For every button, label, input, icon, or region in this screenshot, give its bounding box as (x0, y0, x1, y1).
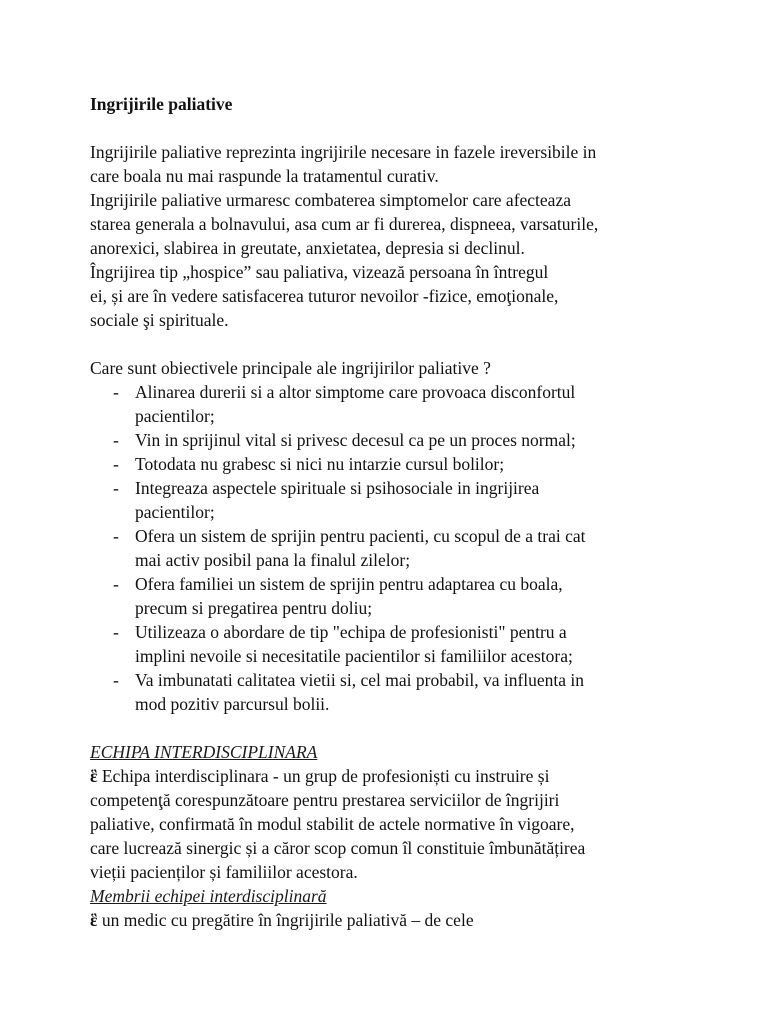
intro-line: Ingrijirile paliative urmaresc combaterea simptomelor care afecteaza (90, 190, 571, 210)
member-item (90, 908, 690, 932)
document-title: Ingrijirile paliative (90, 94, 233, 114)
list-item-line: mod pozitiv parcursul bolii. (135, 694, 330, 714)
list-item (90, 428, 690, 452)
list-item-line: Ofera familiei un sistem de sprijin pentru adaptarea cu boala, (135, 574, 563, 594)
list-item (90, 476, 690, 524)
dash-marker: - (113, 478, 119, 498)
team-description-line: vieții pacienților și familiilor acestora. (90, 862, 358, 882)
team-section-heading: ECHIPA INTERDISCIPLINARA (90, 742, 318, 762)
list-item-line: Ofera un sistem de sprijin pentru pacienti, cu scopul de a trai cat (135, 526, 586, 546)
list-item (90, 620, 690, 668)
team-description-line: competenţă corespunzătoare pentru prestarea serviciilor de îngrijiri (90, 790, 560, 810)
team-description-text: Echipa interdisciplinara - un grup de profesioniști cu instruire și (97, 766, 550, 786)
objectives-question: Care sunt obiectivele principale ale ingrijirilor paliative ? (90, 358, 491, 378)
bullet-icon: ἓ (90, 910, 98, 930)
dash-marker: - (113, 670, 119, 690)
dash-marker: - (113, 382, 119, 402)
team-description-line: care lucrează sinergic și a căror scop comun îl constituie îmbunătățirea (90, 838, 586, 858)
list-item (90, 572, 690, 620)
intro-line: sociale şi spirituale. (90, 310, 229, 330)
document-page (90, 92, 690, 932)
team-description (90, 764, 690, 884)
intro-line: ei, și are în vedere satisfacerea tuturor nevoilor -fizice, emoţionale, (90, 286, 559, 306)
intro-paragraph (90, 140, 690, 332)
list-item-line: pacientilor; (135, 406, 215, 426)
list-item-line: pacientilor; (135, 502, 215, 522)
intro-line: Îngrijirea tip „hospice” sau paliativa, vizează persoana în întregul (90, 262, 549, 282)
list-item-line: Va imbunatati calitatea vietii si, cel mai probabil, va influenta in (135, 670, 585, 690)
intro-line: anorexici, slabirea in greutate, anxietatea, depresia si declinul. (90, 238, 525, 258)
intro-line: starea generala a bolnavului, asa cum ar fi durerea, dispneea, varsaturile, (90, 214, 599, 234)
list-item (90, 668, 690, 716)
team-description-line: paliative, confirmată în modul stabilit de actele normative în vigoare, (90, 814, 575, 834)
list-item (90, 524, 690, 572)
members-list (90, 908, 690, 932)
intro-line: Ingrijirile paliative reprezinta ingrijirile necesare in fazele ireversibile in (90, 142, 597, 162)
list-item-line: mai activ posibil pana la finalul zilelor; (135, 550, 411, 570)
list-item-line: Totodata nu grabesc si nici nu intarzie cursul bolilor; (135, 454, 505, 474)
list-item-line: Utilizeaza o abordare de tip "echipa de profesionisti" pentru a (135, 622, 567, 642)
dash-marker: - (113, 622, 119, 642)
list-item (90, 452, 690, 476)
list-item-line: Vin in sprijinul vital si privesc decesul ca pe un proces normal; (135, 430, 576, 450)
bullet-icon: ἓ (90, 766, 98, 786)
dash-marker: - (113, 454, 119, 474)
list-item-line: precum si pregatirea pentru doliu; (135, 598, 373, 618)
dash-marker: - (113, 430, 119, 450)
spacer (90, 116, 690, 140)
objectives-list (90, 380, 690, 716)
list-item-line: Alinarea durerii si a altor simptome care provoaca disconfortul (135, 382, 576, 402)
list-item-line: implini nevoile si necesitatile pacientilor si familiilor acestora; (135, 646, 573, 666)
team-description-line (90, 764, 690, 788)
list-item-line: Integreaza aspectele spirituale si psihosociale in ingrijirea (135, 478, 540, 498)
spacer (90, 332, 690, 356)
spacer (90, 716, 690, 740)
dash-marker: - (113, 574, 119, 594)
members-section-heading: Membrii echipei interdisciplinară (90, 886, 327, 906)
list-item (90, 380, 690, 428)
intro-line: care boala nu mai raspunde la tratamentul curativ. (90, 166, 439, 186)
dash-marker: - (113, 526, 119, 546)
member-item-text: un medic cu pregătire în îngrijirile paliativă – de cele (97, 910, 474, 930)
